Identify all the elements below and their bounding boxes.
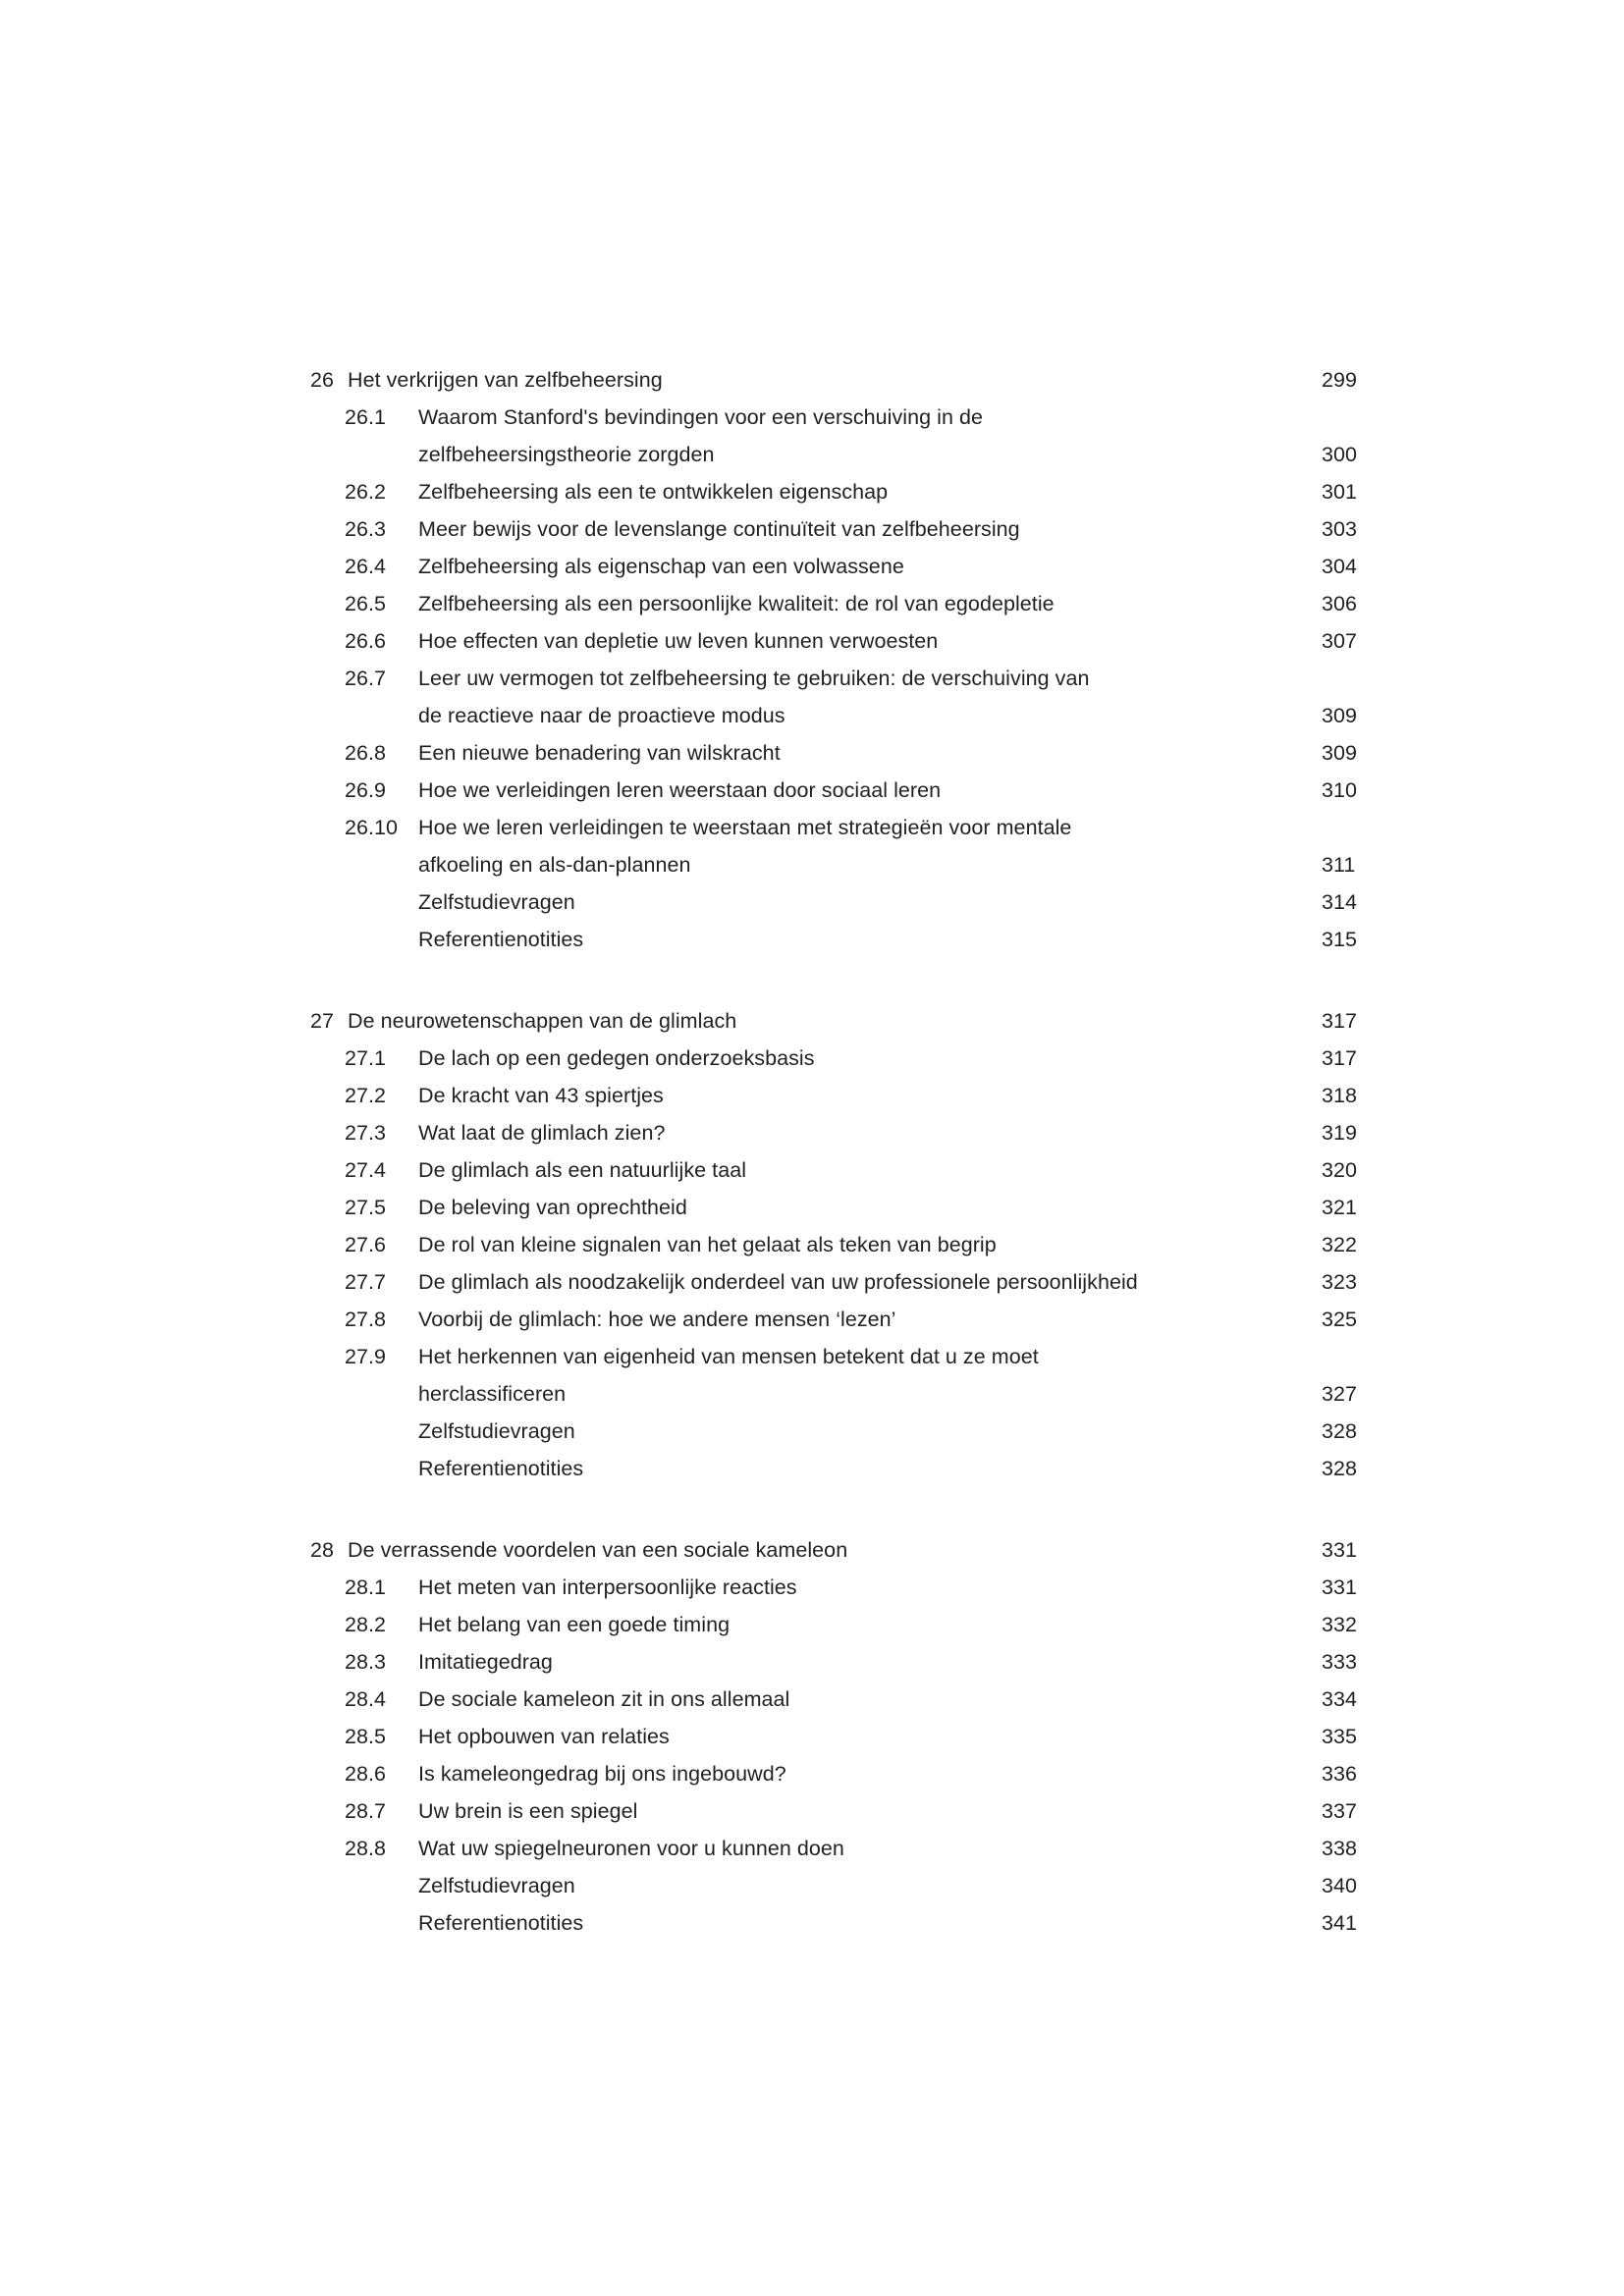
- section-number: 26.10: [345, 816, 399, 839]
- section-title: Referentienotities: [418, 1457, 584, 1480]
- section-number: 26.7: [345, 667, 387, 690]
- section-title: Wat uw spiegelneuronen voor u kunnen doen: [418, 1837, 844, 1860]
- toc-section-continuation-row[interactable]: [310, 1450, 1390, 1487]
- section-number: 26.4: [345, 555, 387, 578]
- toc-section-row[interactable]: [310, 660, 1390, 697]
- section-title: afkoeling en als-dan-plannen: [418, 853, 691, 877]
- section-page-number: 337: [1322, 1799, 1358, 1823]
- section-number: 26.8: [345, 741, 387, 765]
- chapter-spacer: [310, 1487, 1390, 1531]
- section-number: 27.6: [345, 1233, 387, 1256]
- section-title: Waarom Stanford's bevindingen voor een verschuiving in de: [418, 405, 984, 429]
- chapter-page-number: 317: [1322, 1009, 1358, 1033]
- toc-chapter-block: [310, 1531, 1390, 1942]
- table-of-contents: [310, 361, 1390, 1942]
- toc-section-row[interactable]: [310, 1718, 1390, 1755]
- section-number: 28.7: [345, 1799, 387, 1823]
- section-title: Zelfstudievragen: [418, 1419, 575, 1443]
- toc-chapter-row[interactable]: [310, 1531, 1390, 1569]
- section-title: Imitatiegedrag: [418, 1650, 553, 1674]
- toc-section-row[interactable]: [310, 510, 1390, 548]
- section-title: zelfbeheersingstheorie zorgden: [418, 443, 715, 466]
- toc-section-row[interactable]: [310, 1792, 1390, 1830]
- toc-section-continuation-row[interactable]: [310, 1375, 1390, 1413]
- toc-chapter-row[interactable]: [310, 1002, 1390, 1040]
- section-page-number: 327: [1322, 1382, 1358, 1406]
- section-title: Het meten van interpersoonlijke reacties: [418, 1575, 797, 1599]
- toc-section-row[interactable]: [310, 399, 1390, 436]
- section-number: 28.5: [345, 1725, 387, 1748]
- section-page-number: 321: [1322, 1196, 1358, 1219]
- toc-section-continuation-row[interactable]: [310, 697, 1390, 734]
- section-page-number: 323: [1322, 1270, 1358, 1294]
- section-number: 27.4: [345, 1158, 387, 1182]
- section-page-number: 304: [1322, 555, 1358, 578]
- chapter-title: De neurowetenschappen van de glimlach: [348, 1009, 737, 1033]
- section-number: 26.1: [345, 405, 387, 429]
- toc-section-row[interactable]: [310, 585, 1390, 622]
- section-title: Zelfbeheersing als een te ontwikkelen eigenschap: [418, 480, 889, 504]
- section-title: Hoe effecten van depletie uw leven kunnen verwoesten: [418, 629, 939, 653]
- section-page-number: 334: [1322, 1687, 1358, 1711]
- toc-section-row[interactable]: [310, 1830, 1390, 1867]
- toc-chapter-block: [310, 1002, 1390, 1487]
- section-number: 27.2: [345, 1084, 387, 1107]
- section-number: 27.8: [345, 1308, 387, 1331]
- section-page-number: 331: [1322, 1575, 1358, 1599]
- section-number: 26.6: [345, 629, 387, 653]
- toc-section-row[interactable]: [310, 809, 1390, 846]
- section-title: Wat laat de glimlach zien?: [418, 1121, 666, 1145]
- section-number: 27.9: [345, 1345, 387, 1368]
- section-page-number: 341: [1322, 1911, 1358, 1935]
- toc-section-row[interactable]: [310, 1643, 1390, 1681]
- section-title: herclassificeren: [418, 1382, 567, 1406]
- chapter-title: De verrassende voordelen van een sociale kameleon: [348, 1538, 848, 1562]
- section-page-number: 309: [1322, 741, 1358, 765]
- toc-section-row[interactable]: [310, 473, 1390, 510]
- section-title: Het opbouwen van relaties: [418, 1725, 670, 1748]
- toc-section-continuation-row[interactable]: [310, 1413, 1390, 1450]
- toc-section-row[interactable]: [310, 1755, 1390, 1792]
- toc-section-row[interactable]: [310, 622, 1390, 660]
- section-number: 26.2: [345, 480, 387, 504]
- section-number: 27.3: [345, 1121, 387, 1145]
- section-title: De lach op een gedegen onderzoeksbasis: [418, 1046, 815, 1070]
- section-number: 26.3: [345, 517, 387, 541]
- section-number: 26.5: [345, 592, 387, 615]
- section-number: 28.4: [345, 1687, 387, 1711]
- toc-section-row[interactable]: [310, 1569, 1390, 1606]
- section-page-number: 319: [1322, 1121, 1358, 1145]
- section-number: 28.8: [345, 1837, 387, 1860]
- toc-section-continuation-row[interactable]: [310, 1904, 1390, 1942]
- toc-chapter-row[interactable]: [310, 361, 1390, 399]
- toc-section-row[interactable]: [310, 1189, 1390, 1226]
- toc-section-row[interactable]: [310, 1040, 1390, 1077]
- section-title: Het herkennen van eigenheid van mensen betekent dat u ze moet: [418, 1345, 1039, 1368]
- section-number: 27.5: [345, 1196, 387, 1219]
- toc-section-row[interactable]: [310, 1606, 1390, 1643]
- chapter-number: 27: [310, 1009, 335, 1033]
- section-title: Is kameleongedrag bij ons ingebouwd?: [418, 1762, 786, 1786]
- section-page-number: 335: [1322, 1725, 1358, 1748]
- section-title: De sociale kameleon zit in ons allemaal: [418, 1687, 790, 1711]
- section-page-number: 333: [1322, 1650, 1358, 1674]
- section-title: Zelfstudievragen: [418, 890, 575, 914]
- section-page-number: 328: [1322, 1419, 1358, 1443]
- toc-section-row[interactable]: [310, 1226, 1390, 1263]
- section-title: Hoe we leren verleidingen te weerstaan met strategieën voor mentale: [418, 816, 1072, 839]
- section-page-number: 320: [1322, 1158, 1358, 1182]
- section-number: 26.9: [345, 778, 387, 802]
- toc-section-row[interactable]: [310, 1263, 1390, 1301]
- toc-section-row[interactable]: [310, 1338, 1390, 1375]
- section-title: Uw brein is een spiegel: [418, 1799, 638, 1823]
- section-title: De glimlach als een natuurlijke taal: [418, 1158, 747, 1182]
- section-page-number: 328: [1322, 1457, 1358, 1480]
- toc-section-continuation-row[interactable]: [310, 1867, 1390, 1904]
- toc-section-continuation-row[interactable]: [310, 883, 1390, 921]
- section-page-number: 309: [1322, 704, 1358, 727]
- section-page-number: 322: [1322, 1233, 1358, 1256]
- section-number: 27.1: [345, 1046, 387, 1070]
- toc-section-continuation-row[interactable]: [310, 436, 1390, 473]
- toc-section-continuation-row[interactable]: [310, 846, 1390, 883]
- section-title: de reactieve naar de proactieve modus: [418, 704, 785, 727]
- toc-section-row[interactable]: [310, 1301, 1390, 1338]
- section-number: 27.7: [345, 1270, 387, 1294]
- section-page-number: 314: [1322, 890, 1358, 914]
- section-title: Zelfstudievragen: [418, 1874, 575, 1897]
- section-title: Referentienotities: [418, 1911, 584, 1935]
- chapter-title: Het verkrijgen van zelfbeheersing: [348, 368, 663, 392]
- toc-section-row[interactable]: [310, 734, 1390, 772]
- section-title: Leer uw vermogen tot zelfbeheersing te gebruiken: de verschuiving van: [418, 667, 1090, 690]
- chapter-page-number: 299: [1322, 368, 1358, 392]
- chapter-page-number: 331: [1322, 1538, 1358, 1562]
- section-page-number: 325: [1322, 1308, 1358, 1331]
- section-title: Meer bewijs voor de levenslange continuïteit van zelfbeheersing: [418, 517, 1020, 541]
- section-page-number: 307: [1322, 629, 1358, 653]
- section-number: 28.6: [345, 1762, 387, 1786]
- section-title: Een nieuwe benadering van wilskracht: [418, 741, 781, 765]
- section-title: Hoe we verleidingen leren weerstaan door sociaal leren: [418, 778, 942, 802]
- section-page-number: 301: [1322, 480, 1358, 504]
- toc-section-continuation-row[interactable]: [310, 921, 1390, 958]
- section-page-number: 303: [1322, 517, 1358, 541]
- section-title: De glimlach als noodzakelijk onderdeel van uw professionele persoonlijkheid: [418, 1270, 1138, 1294]
- section-page-number: 311: [1322, 853, 1356, 877]
- section-page-number: 338: [1322, 1837, 1358, 1860]
- section-page-number: 306: [1322, 592, 1358, 615]
- section-page-number: 318: [1322, 1084, 1358, 1107]
- chapter-number: 26: [310, 368, 335, 392]
- section-page-number: 315: [1322, 928, 1358, 951]
- chapter-spacer: [310, 958, 1390, 1002]
- section-page-number: 310: [1322, 778, 1358, 802]
- section-title: Zelfbeheersing als eigenschap van een volwassene: [418, 555, 904, 578]
- toc-section-row[interactable]: [310, 1151, 1390, 1189]
- section-title: De beleving van oprechtheid: [418, 1196, 687, 1219]
- chapter-number: 28: [310, 1538, 335, 1562]
- section-title: De kracht van 43 spiertjes: [418, 1084, 664, 1107]
- section-page-number: 332: [1322, 1613, 1358, 1636]
- section-page-number: 317: [1322, 1046, 1358, 1070]
- section-page-number: 340: [1322, 1874, 1358, 1897]
- section-title: Referentienotities: [418, 928, 584, 951]
- section-title: Voorbij de glimlach: hoe we andere mensen ‘lezen’: [418, 1308, 896, 1331]
- toc-section-row[interactable]: [310, 1114, 1390, 1151]
- toc-section-row[interactable]: [310, 1077, 1390, 1114]
- section-title: Zelfbeheersing als een persoonlijke kwaliteit: de rol van egodepletie: [418, 592, 1055, 615]
- section-title: De rol van kleine signalen van het gelaat als teken van begrip: [418, 1233, 997, 1256]
- section-number: 28.1: [345, 1575, 387, 1599]
- section-title: Het belang van een goede timing: [418, 1613, 731, 1636]
- section-page-number: 336: [1322, 1762, 1358, 1786]
- toc-chapter-block: [310, 361, 1390, 958]
- toc-section-row[interactable]: [310, 772, 1390, 809]
- section-number: 28.3: [345, 1650, 387, 1674]
- toc-section-row[interactable]: [310, 1681, 1390, 1718]
- section-number: 28.2: [345, 1613, 387, 1636]
- toc-section-row[interactable]: [310, 548, 1390, 585]
- section-page-number: 300: [1322, 443, 1358, 466]
